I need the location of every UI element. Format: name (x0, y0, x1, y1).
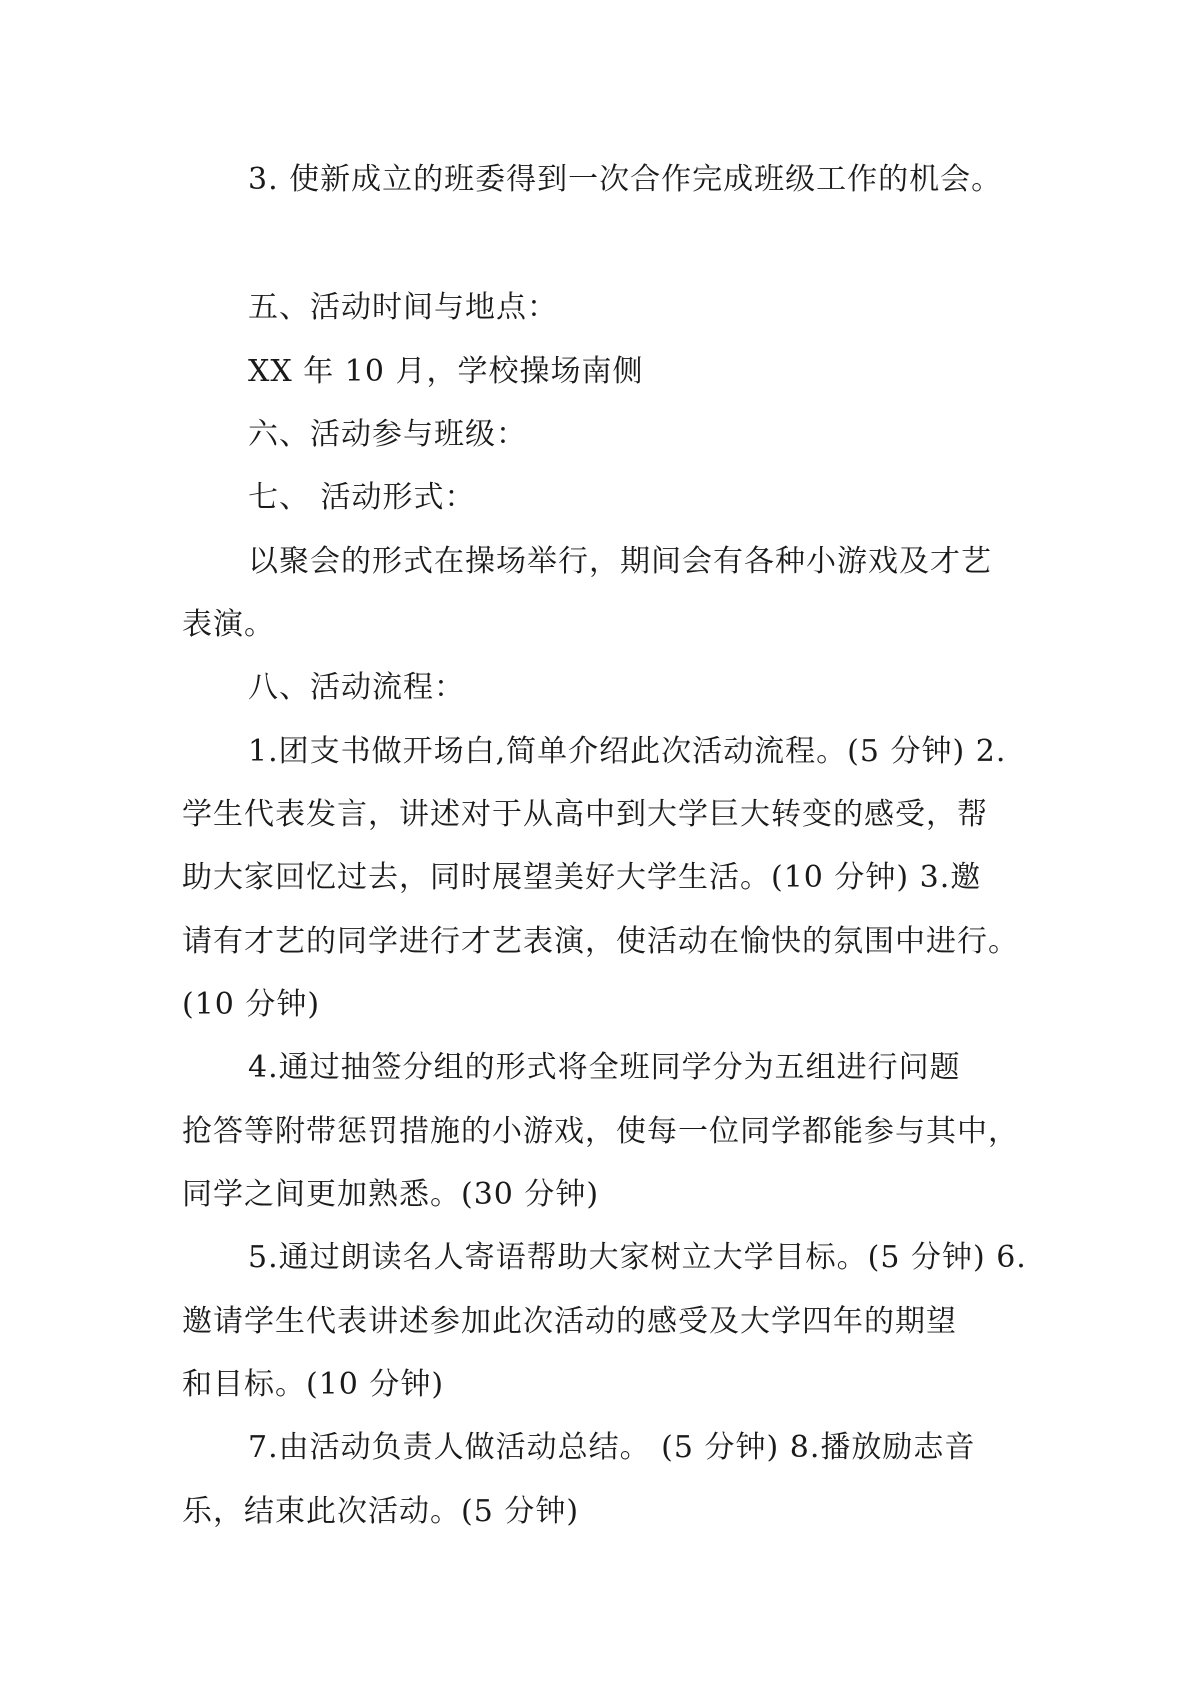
text-line: 学生代表发言，讲述对于从高中到大学巨大转变的感受，帮 (182, 797, 988, 832)
text-line: 和目标。(10 分钟) (182, 1367, 445, 1402)
text-line: 5.通过朗读名人寄语帮助大家树立大学目标。(5 分钟) 6. (248, 1240, 1027, 1275)
text-line: 3. 使新成立的班委得到一次合作完成班级工作的机会。 (248, 162, 1003, 197)
text-line: 4.通过抽签分组的形式将全班同学分为五组进行问题 (248, 1050, 961, 1085)
text-line: 乐，结束此次活动。(5 分钟) (182, 1494, 580, 1529)
text-line: (10 分钟) (182, 987, 321, 1022)
text-line: 1.团支书做开场白,简单介绍此次活动流程。(5 分钟) 2. (248, 734, 1007, 769)
text-line: 助大家回忆过去，同时展望美好大学生活。(10 分钟) 3.邀 (182, 860, 982, 895)
text-line: 请有才艺的同学进行才艺表演，使活动在愉快的氛围中进行。 (182, 924, 1019, 959)
text-line: 邀请学生代表讲述参加此次活动的感受及大学四年的期望 (182, 1304, 957, 1339)
text-line: 表演。 (182, 607, 275, 642)
text-line: 以聚会的形式在操场举行，期间会有各种小游戏及才艺 (248, 544, 992, 579)
section-heading: 六、活动参与班级： (248, 417, 527, 452)
text-line: 抢答等附带惩罚措施的小游戏，使每一位同学都能参与其中， (182, 1114, 1019, 1149)
text-line: XX 年 10 月，学校操场南侧 (248, 354, 644, 389)
section-heading: 七、 活动形式： (248, 480, 476, 515)
text-line: 7.由活动负责人做活动总结。 (5 分钟) 8.播放励志音 (248, 1430, 976, 1465)
section-heading: 五、活动时间与地点： (248, 290, 558, 325)
section-heading: 八、活动流程： (248, 670, 465, 705)
text-line: 同学之间更加熟悉。(30 分钟) (182, 1177, 600, 1212)
